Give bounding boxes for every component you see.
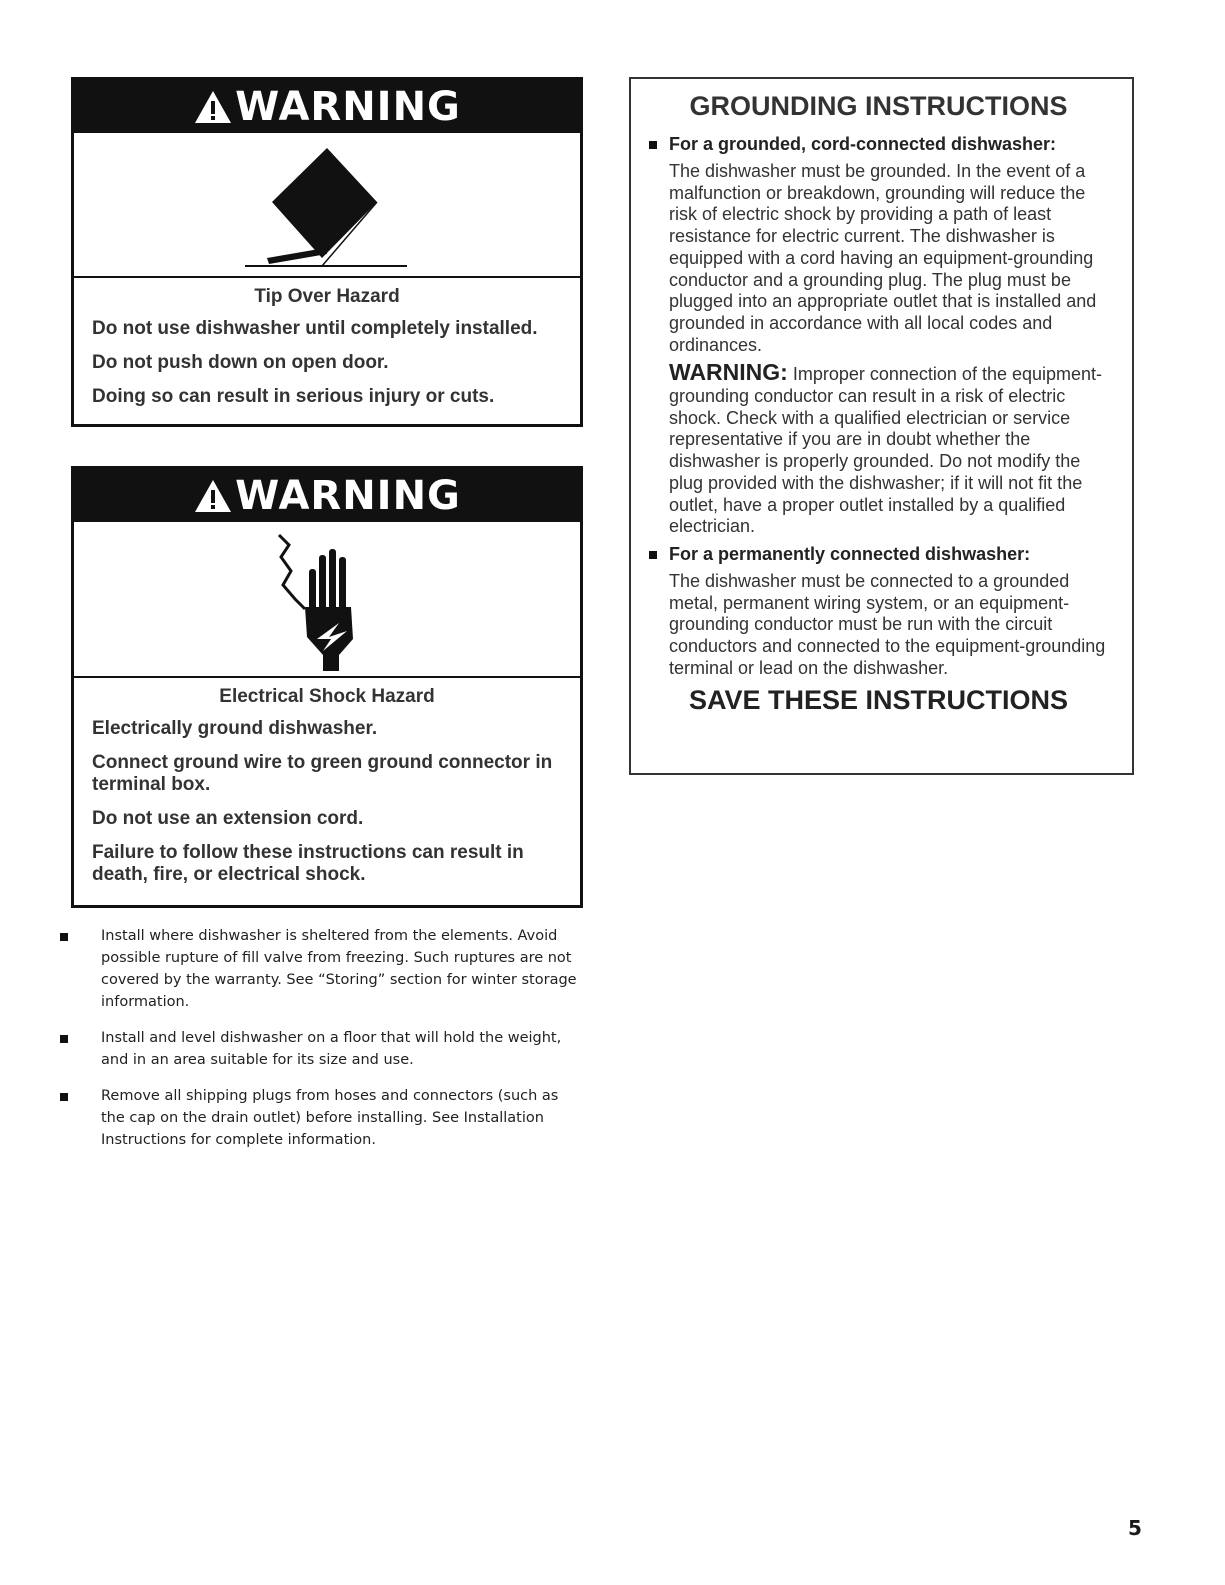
grounding-paragraph: The dishwasher must be grounded. In the event of a malfunction or breakdown, grounding will reduce the risk of electric shock by providing a path of least resistance for electric current. The dishwasher is equipped with a cord having an equipment-grounding conductor and a grounding plug. The plug must be plugged into an appropriate outlet that is installed and grounded in accordance with all local codes and ordinances. <box>669 161 1097 355</box>
warning-header <box>74 80 580 133</box>
tip-over-icon <box>74 133 580 278</box>
electrical-shock-warning-box <box>71 466 583 908</box>
warning-triangle-icon <box>193 478 233 514</box>
hazard-title: Electrical Shock Hazard <box>219 686 435 707</box>
shock-icon <box>74 522 580 678</box>
grounding-section-heading <box>647 544 1110 565</box>
warning-line: Do not push down on open door. <box>92 352 389 373</box>
grounding-title: GROUNDING INSTRUCTIONS <box>689 91 1068 121</box>
list-item-text: Install and level dishwasher on a floor that will hold the weight, and in an area suitable for its size and use. <box>101 1030 562 1068</box>
warning-header <box>74 469 580 522</box>
section-heading-text: For a permanently connected dishwasher: <box>669 543 1031 564</box>
list-item-text: Remove all shipping plugs from hoses and connectors (such as the cap on the drain outlet) before installing. See Installation Instructions for complete information. <box>101 1088 559 1148</box>
warning-line: Electrically ground dishwasher. <box>92 718 378 739</box>
warning-line: Connect ground wire to green ground connector in terminal box. <box>92 752 553 795</box>
grounding-instructions-box <box>629 77 1134 775</box>
bullet-square-icon <box>60 933 68 941</box>
installation-bullets <box>60 925 585 1165</box>
list-item <box>60 1085 585 1151</box>
warning-label: WARNING <box>235 83 461 130</box>
bullet-square-icon <box>649 551 657 559</box>
tip-over-hazard-icon <box>227 140 427 270</box>
grounding-paragraph: The dishwasher must be connected to a grounded metal, permanent wiring system, or an equipment-grounding conductor must be run with the circuit conductors and connected to the equipment-grounding terminal or lead on the dishwasher. <box>669 570 1106 678</box>
warning-line: Do not use dishwasher until completely installed. <box>92 318 538 339</box>
section-heading-text: For a grounded, cord-connected dishwasher: <box>669 134 1057 154</box>
warning-text: Improper connection of the equipment-grounding conductor can result in a risk of electric shock. Check with a qualified electrician or service representative if you are in doubt whether the dishwasher is properly grounded. Do not modify the plug provided with the dishwasher; if it will not fit the outlet, have a proper outlet installed by a qualified electrician. <box>669 364 1103 537</box>
grounding-warning-paragraph <box>669 359 1110 538</box>
warning-line: Do not use an extension cord. <box>92 808 364 829</box>
bullet-square-icon <box>60 1093 68 1101</box>
grounding-section-heading <box>647 134 1110 155</box>
save-instructions-title: SAVE THESE INSTRUCTIONS <box>688 685 1069 716</box>
hazard-title: Tip Over Hazard <box>254 286 400 307</box>
warning-triangle-icon <box>193 89 233 125</box>
page-number: 5 <box>1128 1516 1142 1540</box>
warning-label: WARNING <box>235 472 461 519</box>
bullet-square-icon <box>649 141 657 149</box>
bullet-square-icon <box>60 1035 68 1043</box>
warning-word: WARNING: <box>669 359 788 386</box>
electric-shock-hand-icon <box>267 527 387 672</box>
warning-line: Doing so can result in serious injury or cuts. <box>92 386 495 407</box>
list-item <box>60 1027 585 1071</box>
list-item-text: Install where dishwasher is sheltered from the elements. Avoid possible rupture of fill valve from freezing. Such ruptures are not covered by the warranty. See “Storing” section for winter storage information. <box>101 928 577 1010</box>
warning-line: Failure to follow these instructions can result in death, fire, or electrical shock. <box>92 842 524 885</box>
list-item <box>60 925 585 1013</box>
tip-over-warning-box <box>71 77 583 427</box>
